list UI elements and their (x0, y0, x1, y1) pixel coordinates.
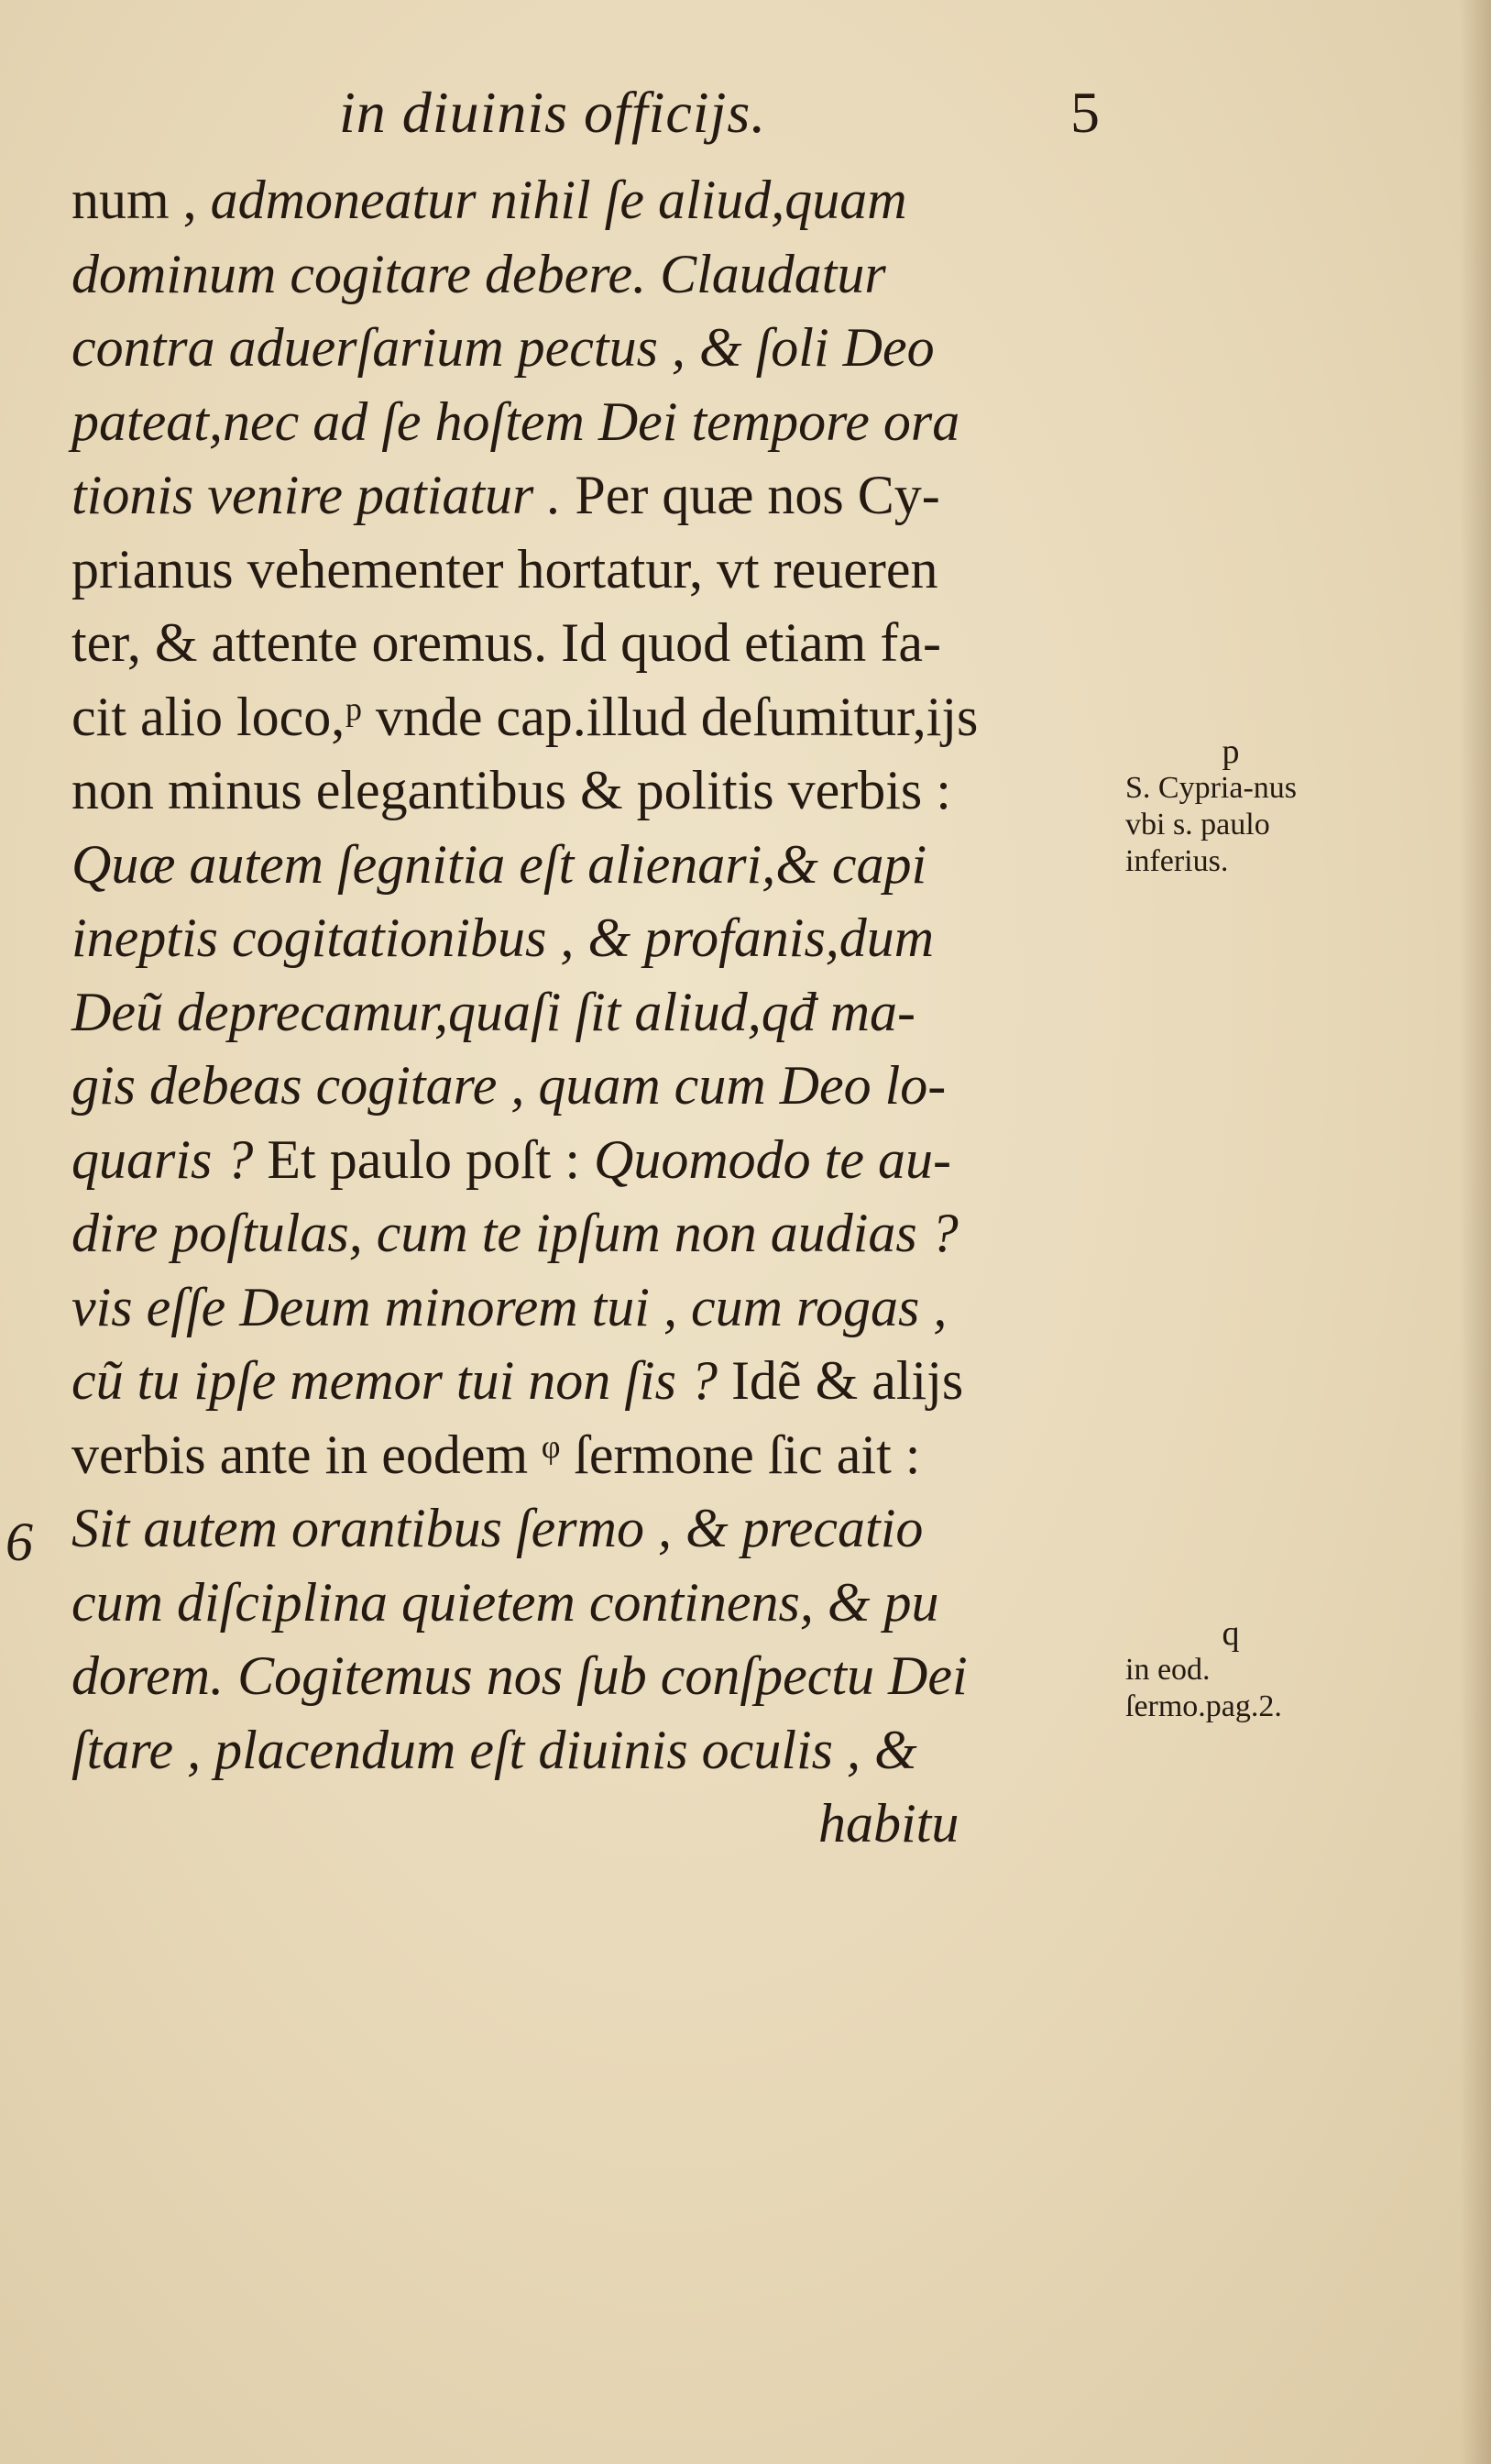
italic-segment: cum diſciplina quietem continens, & pu (71, 1571, 939, 1633)
margin-note-text: in eod. ſermo.pag.2. (1125, 1653, 1282, 1723)
body-text (71, 163, 1125, 1861)
text-line (71, 754, 1125, 828)
italic-segment: cũ tu ipſe memor tui non ſis ? (71, 1350, 731, 1411)
roman-segment: Per quæ nos Cy- (575, 465, 940, 525)
text-line (71, 311, 1125, 385)
margin-note-mark: q (1222, 1614, 1240, 1653)
text-line (71, 828, 1125, 902)
running-title: in diuinis officijs. (339, 80, 767, 145)
italic-segment: ſtare , placendum eſt diuinis oculis , & (71, 1719, 917, 1780)
page-edge-shadow (1460, 0, 1491, 2464)
roman-segment: Et paulo poſt : (267, 1128, 595, 1190)
margin-note-text: S. Cypria-nus vbi s. paulo inferius. (1125, 771, 1297, 878)
italic-segment: dire poſtulas, cum te ipſum non audias ? (71, 1203, 959, 1263)
italic-segment: admoneatur nihil ſe aliud,quam (210, 170, 907, 230)
text-line (71, 606, 1125, 680)
side-number: 6 (5, 1512, 33, 1572)
roman-segment: verbis ante in eodem ᵠ ſermone ſic ait : (71, 1424, 921, 1485)
text-line (71, 533, 1125, 607)
italic-segment: vis eſſe Deum minorem tui , cum rogas , (71, 1276, 948, 1337)
page-number: 5 (1070, 80, 1100, 145)
italic-segment: contra aduerſarium pectus , & ſoli Deo (71, 317, 935, 378)
text-line (71, 680, 1125, 754)
text-line (71, 385, 1125, 459)
text-line (71, 163, 1125, 237)
roman-segment: non minus elegantibus & politis verbis : (71, 760, 951, 820)
italic-segment: dominum cogitare debere. Claudatur (71, 243, 886, 304)
text-line (71, 1049, 1125, 1123)
text-line (71, 1491, 1125, 1566)
margin-note-mark: p (1222, 732, 1240, 771)
text-line (71, 1639, 1125, 1713)
roman-segment: Idẽ & alijs (730, 1350, 964, 1411)
text-line (71, 1713, 1125, 1788)
text-line (71, 1196, 1125, 1270)
italic-segment: Deũ deprecamur,quaſi ſit aliud,qđ ma- (71, 981, 916, 1042)
text-line (71, 237, 1125, 312)
italic-segment: pateat,nec ad ſe hoſtem Dei tempore ora (71, 390, 960, 452)
roman-segment: num , (71, 170, 211, 230)
text-line (71, 458, 1125, 533)
roman-segment: cit alio loco,ᵖ vnde cap.illud deſumitur,ijs (71, 686, 979, 747)
catchword: habitu (818, 1793, 959, 1854)
italic-segment: tionis venire patiatur . (71, 465, 576, 525)
italic-segment: Quomodo te au- (594, 1128, 951, 1190)
roman-segment: ter, & attente oremus. Id quod etiam fa- (71, 612, 941, 673)
italic-segment: ineptis cogitationibus , & profanis,dum (71, 908, 935, 968)
italic-segment: quaris ? (71, 1128, 268, 1190)
text-line (71, 1418, 1125, 1492)
italic-segment: Quæ autem ſegnitia eſt alienari,& capi (71, 833, 927, 895)
italic-segment: gis debeas cogitare , quam cum Deo lo- (71, 1055, 947, 1116)
text-line (71, 1344, 1125, 1418)
margin-note-q (1125, 1615, 1336, 1725)
text-line (71, 901, 1125, 975)
italic-segment: dorem. Cogitemus nos ſub conſpectu Dei (71, 1645, 968, 1706)
text-line (71, 1123, 1125, 1197)
page-header (339, 79, 1127, 161)
text-line (71, 975, 1125, 1050)
italic-segment: Sit autem orantibus ſermo , & precatio (71, 1498, 924, 1558)
text-line (71, 1566, 1125, 1640)
margin-note-p (1125, 733, 1336, 880)
text-line (71, 1270, 1125, 1345)
roman-segment: prianus vehementer hortatur, vt reueren (71, 538, 938, 600)
